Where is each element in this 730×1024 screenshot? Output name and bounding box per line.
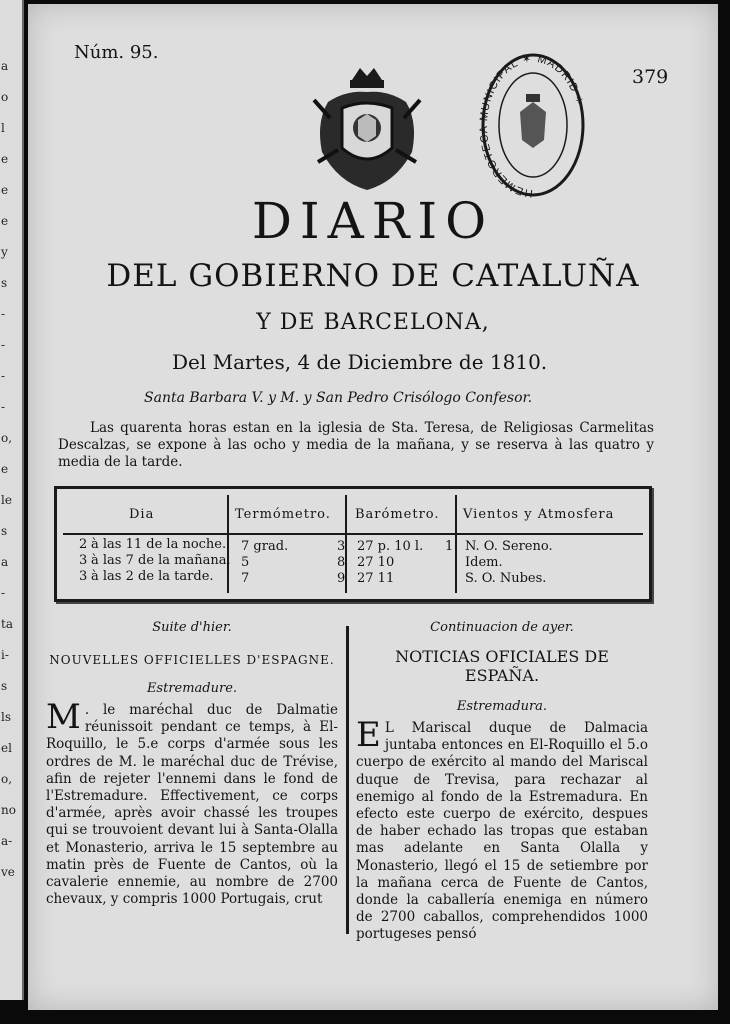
prev-page-fragment: -	[1, 338, 6, 352]
prev-page-fragment: a	[1, 555, 9, 569]
weather-row-2-winds: Idem.	[465, 555, 503, 570]
prev-page-fragment: l	[1, 121, 5, 135]
weather-table	[54, 486, 652, 602]
weather-row-2-temp-frac: 8	[337, 555, 346, 570]
royal-coat-of-arms-icon	[308, 62, 426, 194]
french-region: Estremadure.	[146, 681, 238, 696]
prev-page-fragment: -	[1, 586, 6, 600]
weather-row-1-prefix: 2	[79, 537, 88, 552]
weather-header-thermometer: Termómetro.	[235, 507, 331, 522]
newspaper-page	[28, 4, 718, 1010]
spanish-heading: NOTICIAS OFICIALES DE ESPAÑA.	[395, 647, 609, 685]
continued-note-french: Suite d'hier.	[152, 620, 232, 635]
weather-row-3-winds: S. O. Nubes.	[465, 571, 547, 586]
prev-page-fragment: s	[1, 524, 8, 538]
prev-page-fragment: o,	[1, 772, 13, 786]
prev-page-fragment: -	[1, 400, 6, 414]
saints-of-day: Santa Barbara V. y M. y San Pedro Crisólogo Confesor.	[144, 390, 533, 406]
spanish-column	[356, 620, 648, 944]
prev-page-fragment: -	[1, 369, 6, 383]
french-column	[46, 620, 338, 908]
church-notice: Las quarenta horas estan en la iglesia de Sta. Teresa, de Religiosas Carmelitas Descalzas, se expone à las ocho y media de la mañana, y se reserva à las quatro y media de la tarde.	[58, 420, 654, 470]
prev-page-fragment: o,	[1, 431, 13, 445]
prev-page-fragment: ta	[1, 617, 13, 631]
weather-row-2-prefix: 3	[79, 553, 88, 568]
spanish-article-text: L Mariscal duque de Dalmacia juntaba entonces en El-Roquillo el 5.o cuerpo de exército al mando del Mariscal duque de Trevisa, para rechazar al enemigo al fondo de la Estremadura. En efecto este cuerpo de exército, despues de haber echado las tropas que estaban mas adelante en Santa Olalla y Monasterio, llegó el 15 de setiembre por la mañana cerca de Fuente de Cantos, donde la caballería enemiga en número de 2700 caballos, comprehendidos 1000 portugeses pensó	[356, 720, 648, 943]
weather-row-2-baro: 27 10	[357, 555, 395, 570]
weather-row-3-prefix: 3	[79, 569, 88, 584]
weather-row-3-time: à las 2 de la tarde.	[91, 569, 214, 584]
weather-row-2-temp: 5	[241, 555, 250, 570]
masthead-city: Y DE BARCELONA,	[256, 310, 490, 335]
weather-row-1-baro-frac: 1	[445, 539, 454, 554]
prev-page-fragment: no	[1, 803, 16, 817]
prev-page-fragment: -	[1, 307, 6, 321]
prev-page-fragment: ls	[1, 710, 11, 724]
weather-row-3-temp-frac: 9	[337, 571, 346, 586]
french-article	[46, 697, 338, 908]
prev-page-fragment: e	[1, 462, 9, 476]
page-number: 379	[632, 66, 669, 88]
masthead-title: DIARIO	[251, 192, 495, 250]
spanish-region: Estremadura.	[456, 699, 548, 714]
prev-page-fragment: a	[1, 59, 9, 73]
prev-page-fragment: el	[1, 741, 12, 755]
prev-page-fragment: y	[1, 245, 8, 259]
spanish-dropcap: E	[356, 715, 381, 755]
weather-header-barometer: Barómetro.	[355, 507, 440, 522]
prev-page-fragment: s	[1, 679, 8, 693]
prev-page-fragment: a-	[1, 834, 13, 848]
weather-header-day: Dia	[129, 507, 155, 522]
prev-page-fragment: i-	[1, 648, 9, 662]
prev-page-fragment: e	[1, 152, 9, 166]
prev-page-fragment: e	[1, 183, 9, 197]
column-divider	[346, 626, 349, 934]
svg-text:HEMEROTECA MUNICIPAL ✶ MADRID: HEMEROTECA MUNICIPAL ✶ MADRID ✶	[478, 52, 586, 200]
prev-page-fragment: le	[1, 493, 12, 507]
prev-page-fragment: e	[1, 214, 9, 228]
weather-header-winds: Vientos y Atmosfera	[463, 507, 615, 522]
weather-row-1-time: à las 11 de la noche.	[91, 537, 227, 552]
issue-date: Del Martes, 4 de Diciembre de 1810.	[172, 350, 548, 374]
prev-page-fragment: s	[1, 276, 8, 290]
library-stamp	[478, 50, 588, 200]
previous-page-edge	[0, 0, 24, 1000]
masthead-subtitle: DEL GOBIERNO DE CATALUÑA	[106, 258, 640, 294]
weather-row-2-time: à las 7 de la mañana.	[91, 553, 231, 568]
french-article-text: . le maréchal duc de Dalmatie réunissoit pendant ce temps, à El-Roquillo, le 5.e corps d'armée sous les ordres de M. le maréchal duc de Trévise, afin de rejeter l'ennemi dans le fond de l'Estremadure. Effectivement, ce corps d'armée, après avoir chassé les troupes qui se trouvoient devant lui à Santa-Olalla et Monasterio, arriva le 15 septembre au matin près de Fuente de Cantos, où la cavalerie ennemie, au nombre de 2700 chevaux, y compris 1000 Portugais, crut	[46, 702, 338, 908]
issue-number: Núm. 95.	[74, 42, 159, 63]
spanish-article	[356, 715, 648, 944]
continued-note-spanish: Continuacion de ayer.	[430, 620, 574, 635]
weather-row-3-temp: 7	[241, 571, 250, 586]
prev-page-fragment: ve	[1, 865, 15, 879]
weather-row-1-temp: 7 grad.	[241, 539, 289, 554]
weather-row-3-baro: 27 11	[357, 571, 395, 586]
french-dropcap: M	[46, 697, 81, 737]
weather-row-1-baro: 27 p. 10 l.	[357, 539, 424, 554]
french-heading: NOUVELLES OFFICIELLES D'ESPAGNE.	[49, 653, 335, 667]
weather-row-1-winds: N. O. Sereno.	[465, 539, 553, 554]
weather-row-1-temp-frac: 3	[337, 539, 346, 554]
prev-page-fragment: o	[1, 90, 9, 104]
